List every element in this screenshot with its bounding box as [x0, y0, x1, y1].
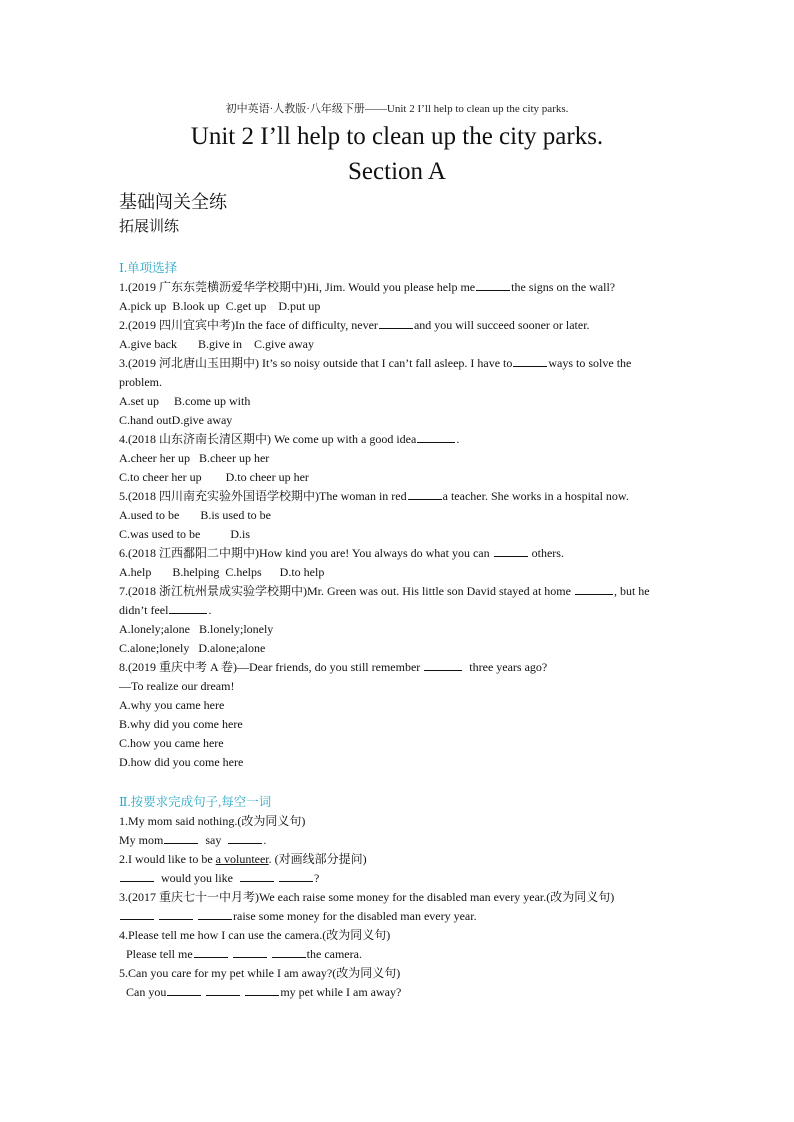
answer-blank — [120, 907, 154, 920]
answer-blank — [159, 907, 193, 920]
question-6-options: A.help B.helping C.helps D.to help — [119, 565, 325, 579]
sentence-4-answer: Please tell me the camera. — [126, 947, 362, 961]
question-1: 1.(2019 广东东莞横沥爱华学校期中)Hi, Jim. Would you please help me the signs on the wall? — [119, 280, 616, 294]
question-8-option-c: C.how you came here — [119, 736, 224, 750]
answer-blank — [240, 869, 274, 882]
sentence-5-answer: Can you my pet while I am away? — [126, 985, 402, 999]
question-3-options-2: C.hand outD.give away — [119, 413, 233, 427]
answer-blank — [169, 601, 207, 614]
sentence-2: 2.I would like to be a volunteer. (对画线部分提问) — [119, 852, 367, 866]
answer-blank — [494, 544, 528, 557]
question-5: 5.(2018 四川南充实验外国语学校期中)The woman in red a teacher. She works in a hospital now. — [119, 489, 629, 503]
question-3: 3.(2019 河北唐山玉田期中) It’s so noisy outside that I can’t fall asleep. I have to ways to solve the — [119, 356, 632, 370]
question-8-option-b: B.why did you come here — [119, 717, 243, 731]
sentence-1: 1.My mom said nothing.(改为同义句) — [119, 814, 306, 828]
question-8-reply: —To realize our dream! — [119, 679, 235, 693]
answer-blank — [228, 831, 262, 844]
answer-blank — [272, 945, 306, 958]
sentence-4: 4.Please tell me how I can use the camera.(改为同义句) — [119, 928, 391, 942]
sentence-5: 5.Can you care for my pet while I am away?(改为同义句) — [119, 966, 401, 980]
section-spacer — [119, 772, 679, 792]
answer-blank — [379, 316, 413, 329]
sentence-3-answer: raise some money for the disabled man every year. — [119, 907, 679, 926]
question-8-option-a: A.why you came here — [119, 698, 225, 712]
answer-blank — [198, 907, 232, 920]
question-4-options-2: C.to cheer her up D.to cheer up her — [119, 470, 309, 484]
question-2-options: A.give back B.give in C.give away — [119, 337, 314, 351]
answer-blank — [513, 354, 547, 367]
question-4-options-1: A.cheer her up B.cheer up her — [119, 451, 270, 465]
section-title: Section A — [348, 158, 446, 185]
question-5-options-1: A.used to be B.is used to be — [119, 508, 271, 522]
exercise-heading: 基础闯关全练 — [119, 192, 227, 212]
section-sentence-completion-heading: Ⅱ.按要求完成句子,每空一词 — [119, 795, 272, 809]
answer-blank — [245, 983, 279, 996]
question-7-options-2: C.alone;lonely D.alone;alone — [119, 641, 266, 655]
question-7: 7.(2018 浙江杭州景成实验学校期中)Mr. Green was out. His little son David stayed at home , but he — [119, 584, 650, 598]
question-8: 8.(2019 重庆中考 A 卷)—Dear friends, do you still remember three years ago? — [119, 660, 548, 674]
question-8-option-d: D.how did you come here — [119, 755, 244, 769]
underlined-phrase: a volunteer — [215, 852, 269, 866]
question-7-options-1: A.lonely;alone B.lonely;lonely — [119, 622, 274, 636]
question-5-options-2: C.was used to be D.is — [119, 527, 250, 541]
question-7-continued: didn’t feel . — [119, 603, 212, 617]
question-4: 4.(2018 山东济南长清区期中) We come up with a good idea . — [119, 432, 460, 446]
answer-blank — [233, 945, 267, 958]
answer-blank — [167, 983, 201, 996]
question-3-continued: problem. — [119, 375, 162, 389]
worksheet-content — [119, 258, 679, 1002]
answer-blank — [476, 278, 510, 291]
question-6: 6.(2018 江西鄱阳二中期中)How kind you are! You always do what you can others. — [119, 546, 564, 560]
answer-blank — [194, 945, 228, 958]
answer-blank — [417, 430, 455, 443]
answer-blank — [575, 582, 613, 595]
answer-blank — [120, 869, 154, 882]
exercise-subheading: 拓展训练 — [119, 219, 180, 235]
question-1-options: A.pick up B.look up C.get up D.put up — [119, 299, 321, 313]
running-header: 初中英语·人教版·八年级下册——Unit 2 I’ll help to clean up the city parks. — [225, 103, 569, 115]
answer-blank — [279, 869, 313, 882]
answer-blank — [424, 658, 462, 671]
sentence-1-answer: My mom say . — [119, 833, 267, 847]
answer-blank — [206, 983, 240, 996]
section-single-choice-heading: Ⅰ.单项选择 — [119, 261, 178, 275]
sentence-2-answer: would you like ? — [119, 869, 679, 888]
question-3-options-1: A.set up B.come up with — [119, 394, 251, 408]
answer-blank — [408, 487, 442, 500]
sentence-3: 3.(2017 重庆七十一中月考)We each raise some money for the disabled man every year.(改为同义句) — [119, 890, 615, 904]
unit-title: Unit 2 I’ll help to clean up the city parks. — [190, 123, 604, 150]
question-2: 2.(2019 四川宜宾中考)In the face of difficulty, never and you will succeed sooner or later. — [119, 318, 590, 332]
answer-blank — [164, 831, 198, 844]
